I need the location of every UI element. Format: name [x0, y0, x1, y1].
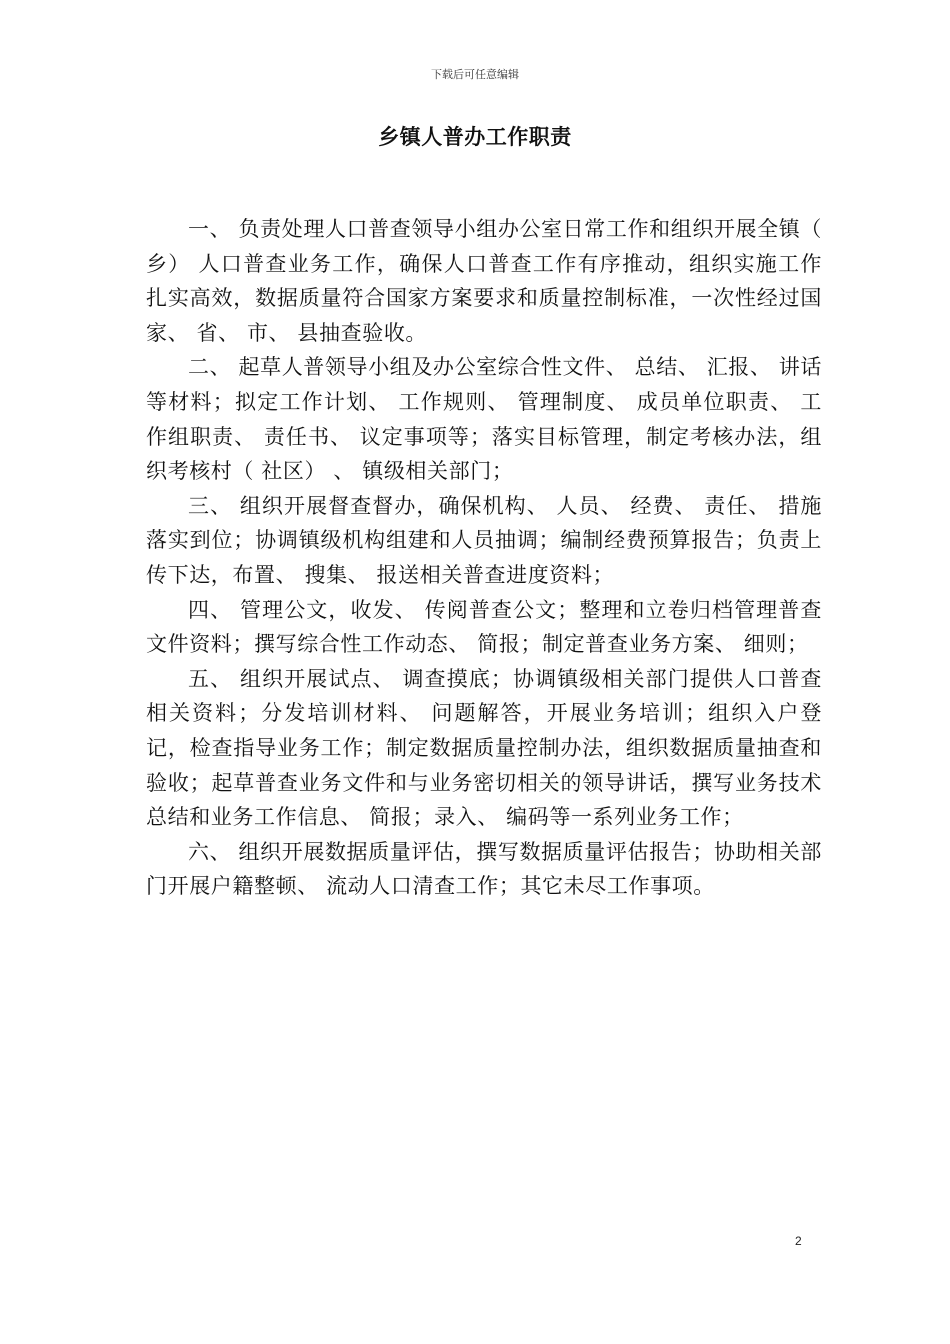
page-number: 2: [795, 1234, 802, 1248]
header-note: 下载后可任意编辑: [431, 68, 519, 81]
paragraph-3: 三、 组织开展督查督办，确保机构、 人员、 经费、 责任、 措施落实到位；协调镇级机构组建和人员抽调；编制经费预算报告；负责上传下达，布置、 搜集、 报送相关普查进度资料；: [146, 493, 822, 587]
document-title: 乡镇人普办工作职责: [378, 125, 572, 149]
paragraph-1: 一、 负责处理人口普查领导小组办公室日常工作和组织开展全镇（ 乡） 人口普查业务工作，确保人口普查工作有序推动，组织实施工作扎实高效，数据质量符合国家方案要求和质量控制标准，一次性经过国家、 省、 市、 县抽查验收。: [146, 217, 822, 345]
paragraph-5: 五、 组织开展试点、 调查摸底；协调镇级相关部门提供人口普查相关资料；分发培训材料、 问题解答，开展业务培训；组织入户登记，检查指导业务工作；制定数据质量控制办法，组织数据质量抽查和验收；起草普查业务文件和与业务密切相关的领导讲话，撰写业务技术总结和业务工作信息、 简报；录入、 编码等一系列业务工作；: [146, 666, 822, 830]
paragraph-6: 六、 组织开展数据质量评估，撰写数据质量评估报告；协助相关部门开展户籍整顿、 流动人口清查工作；其它未尽工作事项。: [146, 839, 822, 899]
document-body: [146, 212, 822, 904]
paragraph-4: 四、 管理公文，收发、 传阅普查公文；整理和立卷归档管理普查文件资料；撰写综合性工作动态、 简报；制定普查业务方案、 细则；: [146, 597, 822, 657]
paragraph-2: 二、 起草人普领导小组及办公室综合性文件、 总结、 汇报、 讲话等材料；拟定工作计划、 工作规则、 管理制度、 成员单位职责、 工作组职责、 责任书、 议定事项等；落实目标管理，制定考核办法，组织考核村（ 社区） 、 镇级相关部门；: [146, 355, 822, 484]
